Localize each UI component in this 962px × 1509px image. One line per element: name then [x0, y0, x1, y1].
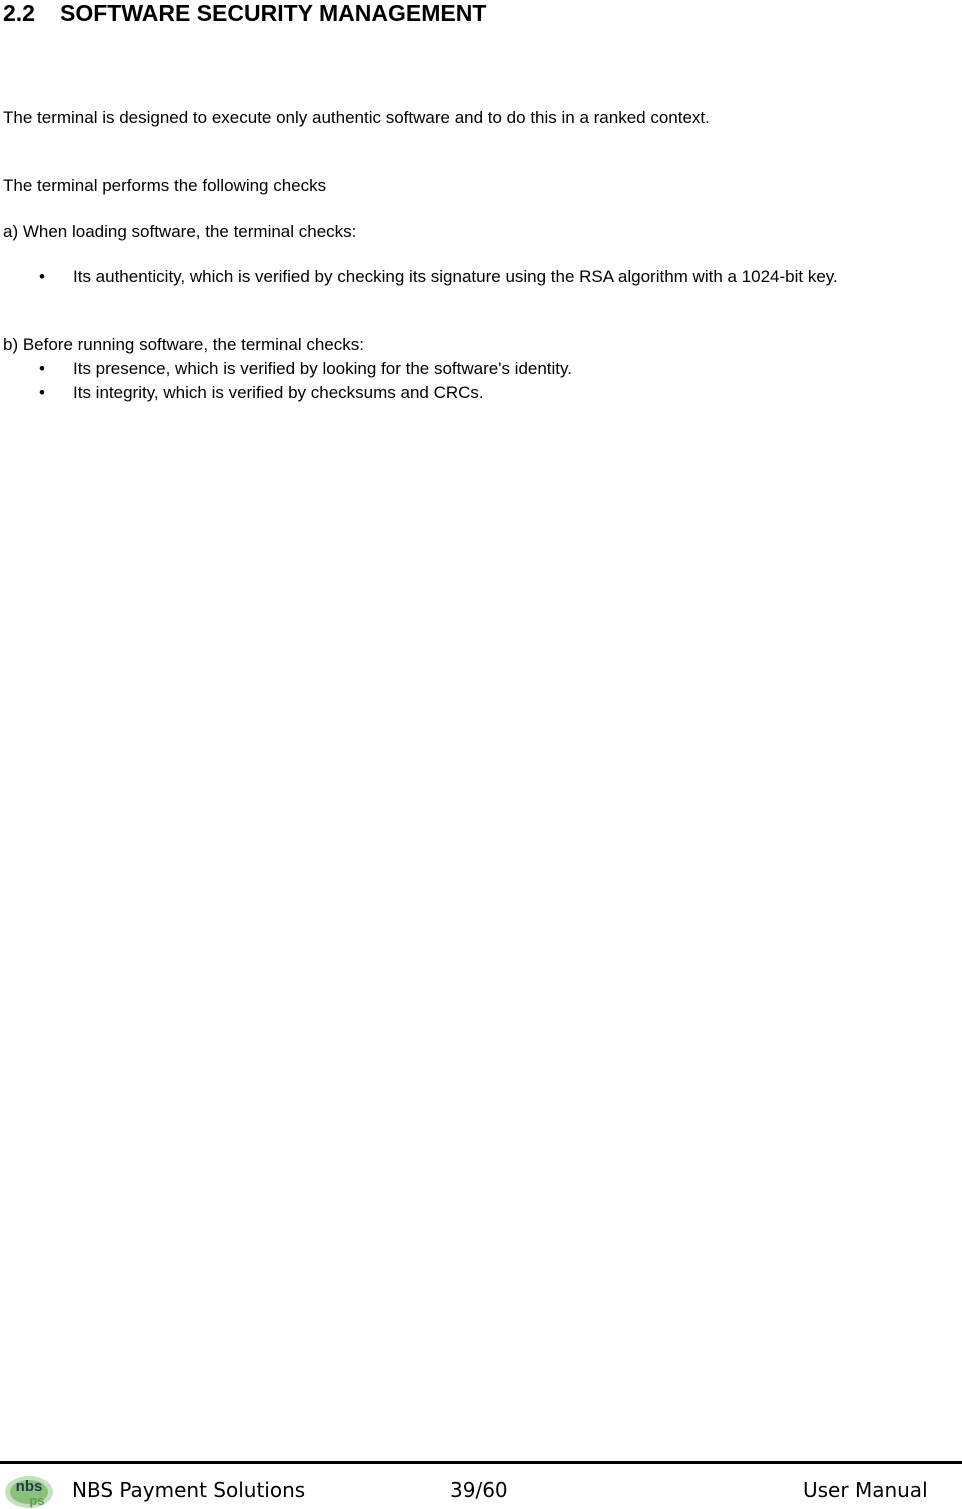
bullet-icon: • [39, 267, 45, 286]
list-a-label: a) When loading software, the terminal checks: [3, 222, 357, 241]
bullet-icon: • [39, 383, 45, 402]
section-title: SOFTWARE SECURITY MANAGEMENT [60, 0, 487, 26]
footer-divider [0, 1461, 962, 1464]
list-item-text: Its integrity, which is verified by checksums and CRCs. [73, 383, 484, 402]
list-item-text: Its authenticity, which is verified by checking its signature using the RSA algorithm with a 1024-bit key. [73, 267, 838, 286]
list-item-text: Its presence, which is verified by looking for the software's identity. [73, 359, 572, 378]
logo-text-top: nbs [15, 1478, 43, 1495]
footer-company: NBS Payment Solutions [72, 1478, 306, 1502]
section-heading [3, 0, 486, 26]
logo-text-bottom: ps [29, 1493, 45, 1508]
bullet-icon: • [39, 359, 45, 378]
footer-document-title: User Manual [803, 1478, 928, 1502]
checks-intro-paragraph: The terminal performs the following checks [3, 176, 327, 195]
section-number: 2.2 [3, 0, 35, 26]
list-b-label: b) Before running software, the terminal checks: [3, 335, 364, 354]
intro-paragraph: The terminal is designed to execute only authentic software and to do this in a ranked context. [3, 108, 710, 127]
nbs-logo-icon [3, 1471, 55, 1509]
footer-page-number: 39/60 [450, 1478, 508, 1502]
page-footer [0, 1466, 962, 1509]
